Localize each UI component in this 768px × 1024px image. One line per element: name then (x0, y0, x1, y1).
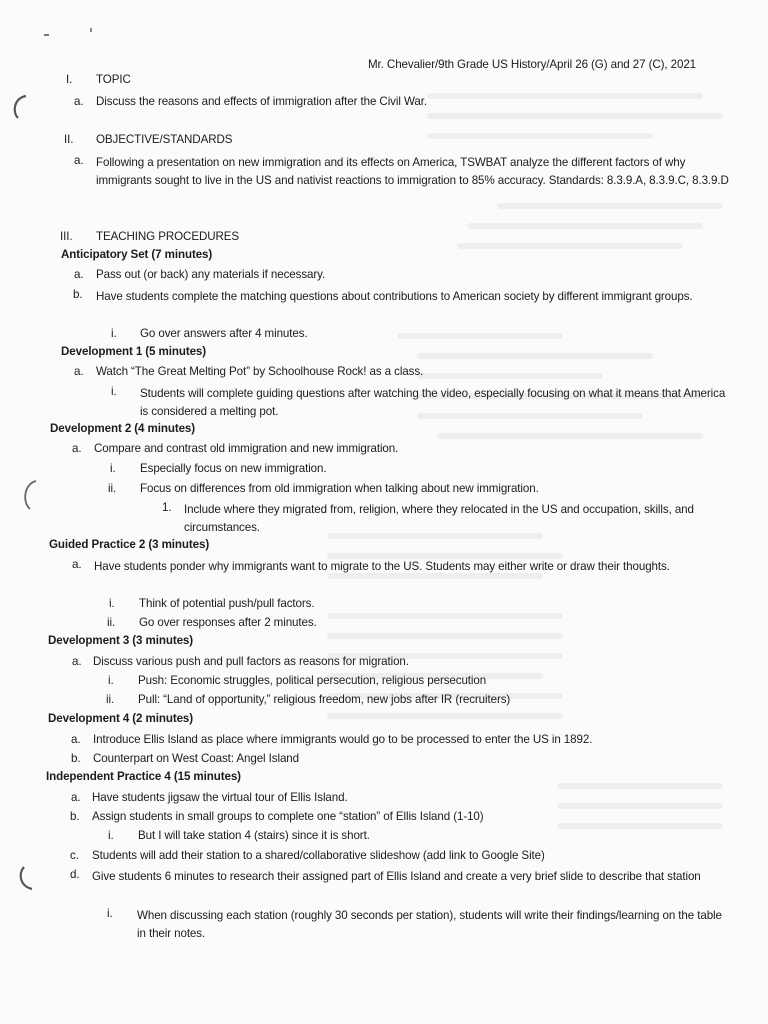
independent-practice-4-heading: Independent Practice 4 (15 minutes) (46, 770, 241, 783)
guided-practice-2-a-text: Have students ponder why immigrants want to migrate to the US. Students may either write or draw their thoughts. (94, 560, 670, 573)
hole-punch-mark (10, 864, 40, 894)
development-1-a-i-text: Students will complete guiding questions after watching the video, especially focusing on what it means that America is considered a melting pot. (140, 387, 726, 418)
independent-practice-4-a-text: Have students jigsaw the virtual tour of Ellis Island. (92, 791, 348, 804)
section-title-topic: TOPIC (96, 73, 131, 86)
section-number: I. (66, 73, 73, 86)
development-3-a-ii-text: Pull: “Land of opportunity,” religious freedom, new jobs after IR (recruiters) (138, 693, 511, 706)
guided-practice-2-a-i-text: Think of potential push/pull factors. (139, 597, 315, 610)
anticipatory-heading: Anticipatory Set (7 minutes) (61, 248, 213, 261)
development-2-a-ii-text: Focus on differences from old immigration when talking about new immigration. (140, 482, 539, 495)
development-4-a-text: Introduce Ellis Island as place where immigrants would go to be processed to enter the US in 1892. (93, 733, 593, 746)
development-3-heading: Development 3 (3 minutes) (48, 634, 194, 647)
anticipatory-b-text: Have students complete the matching questions about contributions to American society by different immigrant groups. (96, 290, 693, 303)
independent-practice-4-d-i-text: When discussing each station (roughly 30 seconds per station), students will write their findings/learning on the table in their notes. (137, 909, 722, 940)
development-3-a-i-text: Push: Economic struggles, political persecution, religious persecution (138, 674, 487, 687)
anticipatory-a-text: Pass out (or back) any materials if necessary. (96, 268, 326, 281)
item-label: i. (111, 385, 117, 398)
development-1-heading: Development 1 (5 minutes) (61, 345, 207, 358)
development-2-a-ii-1-text: Include where they migrated from, religion, where they relocated in the US and occupation, skills, and circumstances. (184, 503, 694, 534)
section-title-objective: OBJECTIVE/STANDARDS (96, 133, 233, 146)
item-label: a. (71, 733, 81, 746)
independent-practice-4-d-text: Give students 6 minutes to research their assigned part of Ellis Island and create a very brief slide to describe that station (92, 870, 701, 883)
item-label: b. (71, 752, 81, 765)
item-label: i. (107, 907, 113, 920)
independent-practice-4-c-text: Students will add their station to a shared/collaborative slideshow (add link to Google Site) (92, 849, 545, 862)
item-label: b. (70, 810, 80, 823)
development-4-heading: Development 4 (2 minutes) (48, 712, 194, 725)
development-4-b-text: Counterpart on West Coast: Angel Island (93, 752, 299, 765)
scan-speck (90, 28, 92, 32)
item-label: d. (70, 868, 80, 881)
item-label: ii. (106, 693, 115, 706)
objective-text: Following a presentation on new immigration and its effects on America, TSWBAT analyze the different factors of why immigrants sought to live in the US and nativist reactions to immigration to 85% accuracy. Standards: 8.3.9.A, 8.3.9.C, 8.3.9.D (96, 156, 729, 187)
item-label: i. (108, 829, 114, 842)
development-2-a-i-text: Especially focus on new immigration. (140, 462, 327, 475)
item-label: a. (74, 154, 84, 167)
topic-text: Discuss the reasons and effects of immigration after the Civil War. (96, 95, 427, 108)
item-label: a. (74, 268, 84, 281)
independent-practice-4-b-i-text: But I will take station 4 (stairs) since it is short. (138, 829, 370, 842)
independent-practice-4-b-text: Assign students in small groups to complete one “station” of Ellis Island (1-10) (92, 810, 484, 823)
section-number: III. (60, 230, 73, 243)
hole-punch-mark (6, 92, 36, 122)
item-label: c. (70, 849, 79, 862)
item-label: a. (72, 655, 82, 668)
scan-speck (44, 34, 49, 36)
item-label: a. (74, 365, 84, 378)
item-label: a. (72, 442, 82, 455)
item-label: i. (108, 674, 114, 687)
item-label: b. (73, 288, 83, 301)
item-label: ii. (107, 616, 116, 629)
development-2-a-text: Compare and contrast old immigration and new immigration. (94, 442, 399, 455)
item-label: i. (110, 462, 116, 475)
item-label: a. (74, 95, 84, 108)
guided-practice-2-heading: Guided Practice 2 (3 minutes) (49, 538, 210, 551)
guided-practice-2-a-ii-text: Go over responses after 2 minutes. (139, 616, 317, 629)
development-2-heading: Development 2 (4 minutes) (50, 422, 196, 435)
item-label: 1. (162, 501, 172, 514)
section-number: II. (64, 133, 74, 146)
development-1-a-text: Watch “The Great Melting Pot” by Schoolhouse Rock! as a class. (96, 365, 424, 378)
item-label: a. (71, 791, 81, 804)
document-header: Mr. Chevalier/9th Grade US History/April 26 (G) and 27 (C), 2021 (368, 58, 697, 71)
anticipatory-b-i-text: Go over answers after 4 minutes. (140, 327, 308, 340)
item-label: i. (109, 597, 115, 610)
development-3-a-text: Discuss various push and pull factors as reasons for migration. (93, 655, 409, 668)
section-title-procedures: TEACHING PROCEDURES (96, 230, 240, 243)
item-label: ii. (108, 482, 117, 495)
item-label: i. (111, 327, 117, 340)
item-label: a. (72, 558, 82, 571)
hole-punch-mark (14, 478, 44, 512)
